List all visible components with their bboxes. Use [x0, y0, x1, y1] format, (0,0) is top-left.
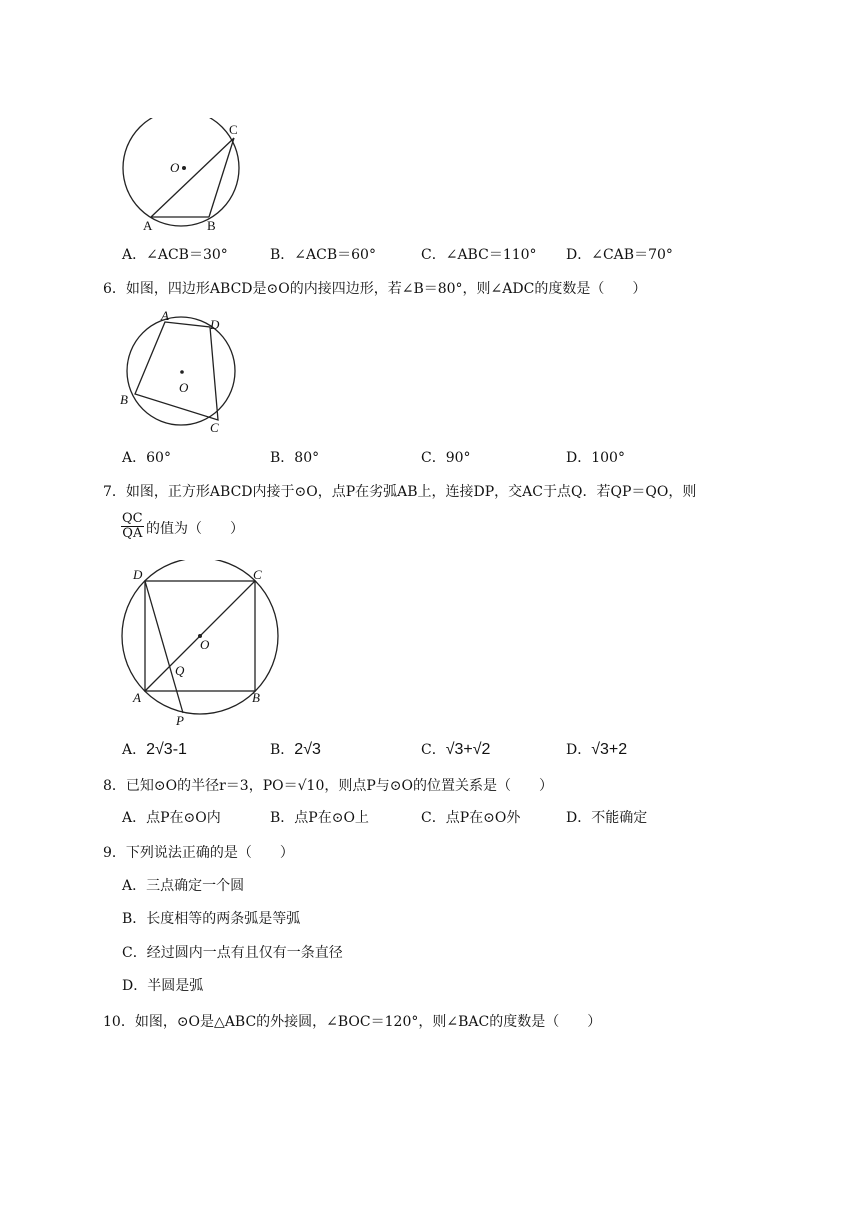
q7-option-c[interactable]: [421, 740, 490, 760]
q7-option-a[interactable]: [122, 740, 187, 760]
option-letter: A．: [122, 810, 147, 826]
q5-label-b: B: [207, 218, 216, 233]
q7-figure: [115, 560, 285, 730]
q6-label-o: O: [179, 380, 189, 395]
q7-fraction: [121, 512, 144, 541]
q5-label-a: A: [143, 218, 153, 233]
q9-option-b[interactable]: [122, 909, 300, 929]
q7-stem: 7．如图，正方形ABCD内接于⊙O，点P在劣弧AB上，连接DP，交AC于点Q．若QP＝QO，则: [103, 484, 697, 500]
option-text: 100°: [591, 450, 625, 466]
q7-option-d[interactable]: [566, 740, 627, 760]
option-text: √3+2: [591, 741, 628, 758]
option-text: 经过圆内一点有且仅有一条直径: [146, 945, 343, 961]
q5-label-o: O: [170, 160, 180, 175]
option-text: 半圆是弧: [147, 978, 204, 994]
q7-label-p: P: [176, 713, 184, 728]
q7-label-c: C: [253, 567, 262, 582]
option-text: 2√3: [294, 741, 321, 758]
q6-option-d[interactable]: [566, 448, 625, 468]
option-letter: D．: [122, 978, 148, 994]
option-letter: C．: [122, 945, 147, 961]
q6-option-c[interactable]: [421, 448, 471, 468]
q7-frac-denominator: QA: [122, 526, 143, 541]
q8-stem: 8．已知⊙O的半径r＝3，PO＝√10，则点P与⊙O的位置关系是（ ）: [103, 778, 553, 794]
option-letter: D．: [566, 742, 592, 758]
q6-label-b: B: [120, 392, 128, 407]
option-letter: C．: [421, 247, 446, 263]
option-text: 长度相等的两条弧是等弧: [146, 911, 301, 927]
q9-option-d[interactable]: [122, 976, 203, 996]
q6-center-dot: [180, 370, 184, 374]
option-letter: B．: [270, 247, 295, 263]
option-text: 点P在⊙O上: [294, 810, 369, 826]
option-letter: B．: [270, 742, 295, 758]
option-letter: A．: [122, 878, 147, 894]
q5-option-a[interactable]: [122, 245, 228, 265]
q9-option-a[interactable]: [122, 876, 244, 896]
q9-option-c[interactable]: [122, 943, 343, 963]
q6-quadrilateral: [135, 322, 218, 420]
option-text: √3+√2: [445, 741, 491, 758]
q8-option-b[interactable]: [270, 808, 369, 828]
option-letter: B．: [270, 450, 295, 466]
q5-option-d[interactable]: [566, 245, 673, 265]
q7-frac-numerator: QC: [122, 511, 143, 526]
option-letter: D．: [566, 247, 592, 263]
option-text: 点P在⊙O外: [445, 810, 521, 826]
q5-figure: [115, 118, 265, 238]
option-letter: A．: [122, 247, 147, 263]
option-text: 点P在⊙O内: [146, 810, 221, 826]
option-text: 2√3-1: [146, 741, 187, 758]
option-text: 80°: [294, 450, 320, 466]
option-letter: D．: [566, 450, 592, 466]
q5-circle: [123, 118, 239, 226]
option-text: ∠ACB＝30°: [146, 247, 228, 263]
option-letter: A．: [122, 742, 147, 758]
q8-option-a[interactable]: [122, 808, 221, 828]
q8-option-c[interactable]: [421, 808, 520, 828]
option-text: ∠CAB＝70°: [591, 247, 673, 263]
option-letter: B．: [122, 911, 147, 927]
option-letter: A．: [122, 450, 147, 466]
option-text: 60°: [146, 450, 171, 466]
option-text: 三点确定一个圆: [146, 878, 245, 894]
q7-label-a: A: [133, 690, 141, 705]
q6-label-d: D: [210, 317, 220, 332]
q6-stem: 6．如图，四边形ABCD是⊙O的内接四边形，若∠B＝80°，则∠ADC的度数是（ ）: [103, 281, 647, 297]
option-text: 不能确定: [591, 810, 648, 826]
q7-label-d: D: [133, 567, 143, 582]
q6-option-a[interactable]: [122, 448, 171, 468]
q6-label-a: A: [161, 310, 169, 323]
q9-stem: 9．下列说法正确的是（ ）: [103, 845, 294, 861]
option-text: ∠ACB＝60°: [294, 247, 376, 263]
q7-label-q: Q: [175, 663, 185, 678]
q7-option-b[interactable]: [270, 740, 321, 760]
option-letter: D．: [566, 810, 592, 826]
option-letter: C．: [421, 742, 446, 758]
q7-label-b: B: [252, 690, 260, 705]
option-letter: C．: [421, 450, 446, 466]
q7-stem-tail: 的值为（ ）: [146, 521, 244, 537]
q7-label-o: O: [200, 637, 210, 652]
q6-figure: [115, 310, 245, 435]
q5-option-b[interactable]: [270, 245, 376, 265]
q8-option-d[interactable]: [566, 808, 647, 828]
q5-option-c[interactable]: [421, 245, 537, 265]
q6-option-b[interactable]: [270, 448, 319, 468]
q6-label-c: C: [210, 420, 219, 435]
option-text: 90°: [445, 450, 471, 466]
q5-label-c: C: [229, 122, 238, 137]
option-text: ∠ABC＝110°: [445, 247, 537, 263]
option-letter: C．: [421, 810, 446, 826]
option-letter: B．: [270, 810, 295, 826]
q5-center-dot: [182, 166, 186, 170]
q10-stem: 10．如图，⊙O是△ABC的外接圆，∠BOC＝120°，则∠BAC的度数是（ ）: [103, 1014, 602, 1030]
q7-line-dp: [145, 581, 183, 713]
